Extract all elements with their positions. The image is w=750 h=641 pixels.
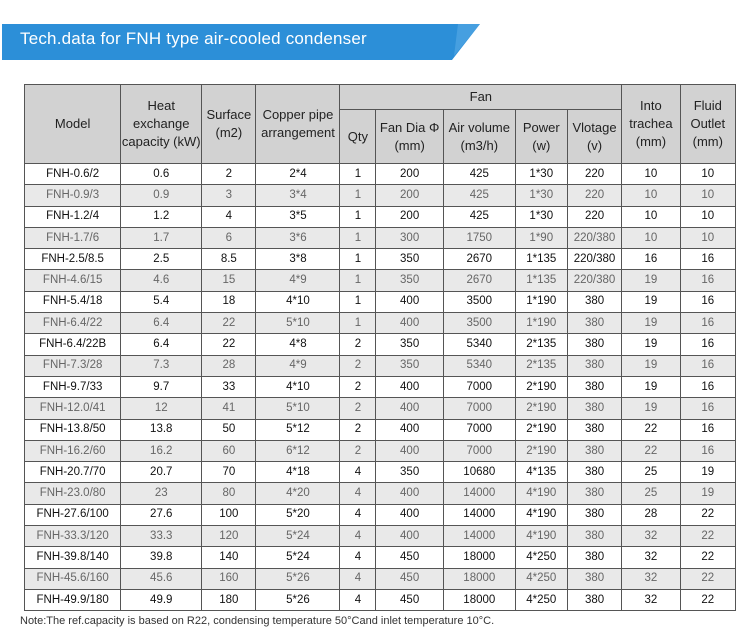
heat-capacity-cell: 13.8: [121, 419, 202, 440]
voltage-cell: 380: [567, 526, 621, 547]
fan-dia-cell: 350: [376, 334, 444, 355]
into-trachea-cell: 19: [622, 291, 680, 312]
model-cell: FNH-0.6/2: [25, 164, 121, 185]
copper-pipe-cell: 5*10: [256, 313, 340, 334]
air-volume-cell: 425: [443, 206, 515, 227]
copper-pipe-cell: 5*26: [256, 568, 340, 589]
into-trachea-cell: 19: [622, 270, 680, 291]
qty-cell: 1: [340, 164, 376, 185]
surface-cell: 18: [202, 291, 256, 312]
model-cell: FNH-23.0/80: [25, 483, 121, 504]
model-cell: FNH-6.4/22B: [25, 334, 121, 355]
air-volume-cell: 1750: [443, 227, 515, 248]
surface-cell: 120: [202, 526, 256, 547]
into-trachea-cell: 10: [622, 185, 680, 206]
power-cell: 4*190: [515, 504, 567, 525]
table-row: [25, 440, 736, 461]
surface-cell: 33: [202, 376, 256, 397]
fluid-outlet-cell: 22: [680, 547, 735, 568]
power-cell: 1*30: [515, 164, 567, 185]
air-volume-cell: 2670: [443, 270, 515, 291]
air-volume-cell: 425: [443, 185, 515, 206]
fluid-outlet-cell: 19: [680, 483, 735, 504]
fluid-outlet-cell: 16: [680, 419, 735, 440]
copper-pipe-cell: 2*4: [256, 164, 340, 185]
surface-cell: 160: [202, 568, 256, 589]
model-cell: FNH-45.6/160: [25, 568, 121, 589]
copper-pipe-cell: 5*10: [256, 398, 340, 419]
into-trachea-cell: 25: [622, 462, 680, 483]
power-cell: 1*135: [515, 249, 567, 270]
surface-cell: 70: [202, 462, 256, 483]
qty-cell: 1: [340, 185, 376, 206]
header-fluid-outlet: Fluid Outlet (mm): [680, 85, 735, 164]
copper-pipe-cell: 5*20: [256, 504, 340, 525]
fan-dia-cell: 350: [376, 249, 444, 270]
surface-cell: 28: [202, 355, 256, 376]
power-cell: 1*90: [515, 227, 567, 248]
into-trachea-cell: 32: [622, 568, 680, 589]
table-row: [25, 206, 736, 227]
table-row: [25, 398, 736, 419]
copper-pipe-cell: 4*18: [256, 462, 340, 483]
heat-capacity-cell: 33.3: [121, 526, 202, 547]
fluid-outlet-cell: 16: [680, 355, 735, 376]
surface-cell: 100: [202, 504, 256, 525]
power-cell: 1*30: [515, 185, 567, 206]
qty-cell: 2: [340, 376, 376, 397]
fluid-outlet-cell: 16: [680, 249, 735, 270]
copper-pipe-cell: 4*8: [256, 334, 340, 355]
table-row: [25, 291, 736, 312]
voltage-cell: 380: [567, 313, 621, 334]
qty-cell: 1: [340, 206, 376, 227]
surface-cell: 3: [202, 185, 256, 206]
header-power: Power (w): [515, 110, 567, 164]
air-volume-cell: 14000: [443, 483, 515, 504]
voltage-cell: 220: [567, 164, 621, 185]
table-row: [25, 504, 736, 525]
copper-pipe-cell: 4*20: [256, 483, 340, 504]
power-cell: 4*135: [515, 462, 567, 483]
power-cell: 1*190: [515, 313, 567, 334]
power-cell: 2*135: [515, 355, 567, 376]
heat-capacity-cell: 5.4: [121, 291, 202, 312]
power-cell: 4*190: [515, 483, 567, 504]
fluid-outlet-cell: 22: [680, 526, 735, 547]
air-volume-cell: 3500: [443, 291, 515, 312]
heat-capacity-cell: 49.9: [121, 589, 202, 610]
heat-capacity-cell: 1.7: [121, 227, 202, 248]
table-row: [25, 164, 736, 185]
copper-pipe-cell: 6*12: [256, 440, 340, 461]
fluid-outlet-cell: 22: [680, 504, 735, 525]
power-cell: 4*250: [515, 589, 567, 610]
surface-cell: 15: [202, 270, 256, 291]
fluid-outlet-cell: 16: [680, 398, 735, 419]
qty-cell: 2: [340, 440, 376, 461]
voltage-cell: 380: [567, 504, 621, 525]
fan-dia-cell: 450: [376, 589, 444, 610]
heat-capacity-cell: 23: [121, 483, 202, 504]
voltage-cell: 220: [567, 185, 621, 206]
air-volume-cell: 14000: [443, 526, 515, 547]
voltage-cell: 380: [567, 398, 621, 419]
air-volume-cell: 18000: [443, 547, 515, 568]
fluid-outlet-cell: 22: [680, 568, 735, 589]
qty-cell: 4: [340, 462, 376, 483]
heat-capacity-cell: 0.6: [121, 164, 202, 185]
heat-capacity-cell: 2.5: [121, 249, 202, 270]
air-volume-cell: 7000: [443, 419, 515, 440]
fan-dia-cell: 400: [376, 440, 444, 461]
qty-cell: 4: [340, 483, 376, 504]
qty-cell: 2: [340, 334, 376, 355]
into-trachea-cell: 19: [622, 313, 680, 334]
model-cell: FNH-1.7/6: [25, 227, 121, 248]
fan-dia-cell: 200: [376, 206, 444, 227]
fluid-outlet-cell: 10: [680, 227, 735, 248]
model-cell: FNH-6.4/22: [25, 313, 121, 334]
copper-pipe-cell: 5*24: [256, 547, 340, 568]
fluid-outlet-cell: 16: [680, 270, 735, 291]
heat-capacity-cell: 7.3: [121, 355, 202, 376]
surface-cell: 50: [202, 419, 256, 440]
copper-pipe-cell: 5*24: [256, 526, 340, 547]
table-row: [25, 419, 736, 440]
surface-cell: 180: [202, 589, 256, 610]
fluid-outlet-cell: 16: [680, 334, 735, 355]
air-volume-cell: 14000: [443, 504, 515, 525]
copper-pipe-cell: 3*5: [256, 206, 340, 227]
into-trachea-cell: 16: [622, 249, 680, 270]
header-air-volume: Air volume (m3/h): [443, 110, 515, 164]
header-qty: Qty: [340, 110, 376, 164]
air-volume-cell: 10680: [443, 462, 515, 483]
air-volume-cell: 7000: [443, 376, 515, 397]
heat-capacity-cell: 6.4: [121, 313, 202, 334]
header-fan: Fan: [340, 85, 622, 110]
voltage-cell: 220/380: [567, 270, 621, 291]
fan-dia-cell: 350: [376, 270, 444, 291]
copper-pipe-cell: 5*12: [256, 419, 340, 440]
power-cell: 2*190: [515, 419, 567, 440]
surface-cell: 8.5: [202, 249, 256, 270]
copper-pipe-cell: 3*8: [256, 249, 340, 270]
table-row: [25, 462, 736, 483]
fan-dia-cell: 400: [376, 313, 444, 334]
into-trachea-cell: 32: [622, 547, 680, 568]
table-row: [25, 249, 736, 270]
surface-cell: 22: [202, 313, 256, 334]
voltage-cell: 380: [567, 589, 621, 610]
model-cell: FNH-7.3/28: [25, 355, 121, 376]
power-cell: 1*135: [515, 270, 567, 291]
header-surface: Surface (m2): [202, 85, 256, 164]
voltage-cell: 380: [567, 462, 621, 483]
fan-dia-cell: 300: [376, 227, 444, 248]
copper-pipe-cell: 4*10: [256, 376, 340, 397]
surface-cell: 80: [202, 483, 256, 504]
table-row: [25, 589, 736, 610]
power-cell: 4*250: [515, 547, 567, 568]
fluid-outlet-cell: 10: [680, 206, 735, 227]
heat-capacity-cell: 16.2: [121, 440, 202, 461]
voltage-cell: 380: [567, 334, 621, 355]
surface-cell: 6: [202, 227, 256, 248]
heat-capacity-cell: 4.6: [121, 270, 202, 291]
fan-dia-cell: 450: [376, 547, 444, 568]
header-fan-dia: Fan Dia Φ (mm): [376, 110, 444, 164]
fan-dia-cell: 400: [376, 483, 444, 504]
table-row: [25, 355, 736, 376]
table-row: [25, 227, 736, 248]
into-trachea-cell: 22: [622, 440, 680, 461]
copper-pipe-cell: 4*9: [256, 270, 340, 291]
table-row: [25, 526, 736, 547]
model-cell: FNH-27.6/100: [25, 504, 121, 525]
into-trachea-cell: 10: [622, 164, 680, 185]
air-volume-cell: 5340: [443, 334, 515, 355]
fluid-outlet-cell: 16: [680, 313, 735, 334]
air-volume-cell: 5340: [443, 355, 515, 376]
air-volume-cell: 425: [443, 164, 515, 185]
fluid-outlet-cell: 16: [680, 291, 735, 312]
surface-cell: 4: [202, 206, 256, 227]
fan-dia-cell: 400: [376, 504, 444, 525]
qty-cell: 2: [340, 419, 376, 440]
power-cell: 1*30: [515, 206, 567, 227]
model-cell: FNH-13.8/50: [25, 419, 121, 440]
model-cell: FNH-9.7/33: [25, 376, 121, 397]
qty-cell: 4: [340, 568, 376, 589]
fan-dia-cell: 200: [376, 164, 444, 185]
into-trachea-cell: 19: [622, 334, 680, 355]
model-cell: FNH-20.7/70: [25, 462, 121, 483]
heat-capacity-cell: 9.7: [121, 376, 202, 397]
surface-cell: 41: [202, 398, 256, 419]
into-trachea-cell: 19: [622, 376, 680, 397]
fan-dia-cell: 400: [376, 419, 444, 440]
qty-cell: 4: [340, 504, 376, 525]
voltage-cell: 220/380: [567, 249, 621, 270]
page-title: Tech.data for FNH type air-cooled condenser: [20, 29, 367, 48]
copper-pipe-cell: 3*6: [256, 227, 340, 248]
fan-dia-cell: 400: [376, 398, 444, 419]
model-cell: FNH-16.2/60: [25, 440, 121, 461]
voltage-cell: 380: [567, 376, 621, 397]
model-cell: FNH-33.3/120: [25, 526, 121, 547]
title-banner: [2, 24, 480, 60]
qty-cell: 2: [340, 398, 376, 419]
power-cell: 2*190: [515, 440, 567, 461]
air-volume-cell: 7000: [443, 398, 515, 419]
qty-cell: 4: [340, 589, 376, 610]
table-row: [25, 483, 736, 504]
heat-capacity-cell: 20.7: [121, 462, 202, 483]
into-trachea-cell: 22: [622, 419, 680, 440]
fluid-outlet-cell: 16: [680, 440, 735, 461]
fan-dia-cell: 350: [376, 355, 444, 376]
heat-capacity-cell: 0.9: [121, 185, 202, 206]
table-row: [25, 568, 736, 589]
surface-cell: 2: [202, 164, 256, 185]
heat-capacity-cell: 1.2: [121, 206, 202, 227]
fluid-outlet-cell: 10: [680, 164, 735, 185]
qty-cell: 2: [340, 355, 376, 376]
model-cell: FNH-0.9/3: [25, 185, 121, 206]
heat-capacity-cell: 12: [121, 398, 202, 419]
fluid-outlet-cell: 16: [680, 376, 735, 397]
header-into-trachea: Into trachea (mm): [622, 85, 680, 164]
into-trachea-cell: 10: [622, 227, 680, 248]
model-cell: FNH-39.8/140: [25, 547, 121, 568]
into-trachea-cell: 32: [622, 589, 680, 610]
air-volume-cell: 18000: [443, 589, 515, 610]
heat-capacity-cell: 45.6: [121, 568, 202, 589]
copper-pipe-cell: 5*26: [256, 589, 340, 610]
fan-dia-cell: 400: [376, 376, 444, 397]
table-row: [25, 376, 736, 397]
fluid-outlet-cell: 22: [680, 589, 735, 610]
into-trachea-cell: 25: [622, 483, 680, 504]
into-trachea-cell: 32: [622, 526, 680, 547]
power-cell: 4*190: [515, 526, 567, 547]
qty-cell: 1: [340, 313, 376, 334]
voltage-cell: 220: [567, 206, 621, 227]
table-row: [25, 547, 736, 568]
surface-cell: 22: [202, 334, 256, 355]
fan-dia-cell: 450: [376, 568, 444, 589]
qty-cell: 4: [340, 526, 376, 547]
voltage-cell: 380: [567, 483, 621, 504]
fan-dia-cell: 400: [376, 526, 444, 547]
power-cell: 2*190: [515, 376, 567, 397]
copper-pipe-cell: 4*10: [256, 291, 340, 312]
surface-cell: 60: [202, 440, 256, 461]
qty-cell: 1: [340, 270, 376, 291]
qty-cell: 1: [340, 291, 376, 312]
table-body: [25, 164, 736, 611]
fluid-outlet-cell: 19: [680, 462, 735, 483]
fluid-outlet-cell: 10: [680, 185, 735, 206]
spec-table: [24, 84, 736, 611]
air-volume-cell: 3500: [443, 313, 515, 334]
table-row: [25, 185, 736, 206]
heat-capacity-cell: 6.4: [121, 334, 202, 355]
into-trachea-cell: 19: [622, 398, 680, 419]
copper-pipe-cell: 4*9: [256, 355, 340, 376]
model-cell: FNH-4.6/15: [25, 270, 121, 291]
header-heat-capacity: Heat exchange capacity (kW): [121, 85, 202, 164]
into-trachea-cell: 28: [622, 504, 680, 525]
air-volume-cell: 18000: [443, 568, 515, 589]
copper-pipe-cell: 3*4: [256, 185, 340, 206]
into-trachea-cell: 19: [622, 355, 680, 376]
surface-cell: 140: [202, 547, 256, 568]
model-cell: FNH-49.9/180: [25, 589, 121, 610]
air-volume-cell: 7000: [443, 440, 515, 461]
fan-dia-cell: 350: [376, 462, 444, 483]
footnote: Note:The ref.capacity is based on R22, condensing temperature 50°Cand inlet temperature 10°C.: [20, 615, 495, 627]
air-volume-cell: 2670: [443, 249, 515, 270]
power-cell: 4*250: [515, 568, 567, 589]
voltage-cell: 380: [567, 440, 621, 461]
power-cell: 2*190: [515, 398, 567, 419]
qty-cell: 1: [340, 227, 376, 248]
voltage-cell: 220/380: [567, 227, 621, 248]
into-trachea-cell: 10: [622, 206, 680, 227]
heat-capacity-cell: 27.6: [121, 504, 202, 525]
table-row: [25, 270, 736, 291]
voltage-cell: 380: [567, 355, 621, 376]
qty-cell: 4: [340, 547, 376, 568]
voltage-cell: 380: [567, 547, 621, 568]
voltage-cell: 380: [567, 291, 621, 312]
model-cell: FNH-1.2/4: [25, 206, 121, 227]
header-voltage: Vlotage (v): [567, 110, 621, 164]
header-copper-pipe: Copper pipe arrangement: [256, 85, 340, 164]
fan-dia-cell: 400: [376, 291, 444, 312]
model-cell: FNH-2.5/8.5: [25, 249, 121, 270]
header-model: Model: [25, 85, 121, 164]
voltage-cell: 380: [567, 568, 621, 589]
power-cell: 2*135: [515, 334, 567, 355]
model-cell: FNH-5.4/18: [25, 291, 121, 312]
voltage-cell: 380: [567, 419, 621, 440]
fan-dia-cell: 200: [376, 185, 444, 206]
qty-cell: 1: [340, 249, 376, 270]
table-row: [25, 313, 736, 334]
table-row: [25, 334, 736, 355]
power-cell: 1*190: [515, 291, 567, 312]
model-cell: FNH-12.0/41: [25, 398, 121, 419]
heat-capacity-cell: 39.8: [121, 547, 202, 568]
